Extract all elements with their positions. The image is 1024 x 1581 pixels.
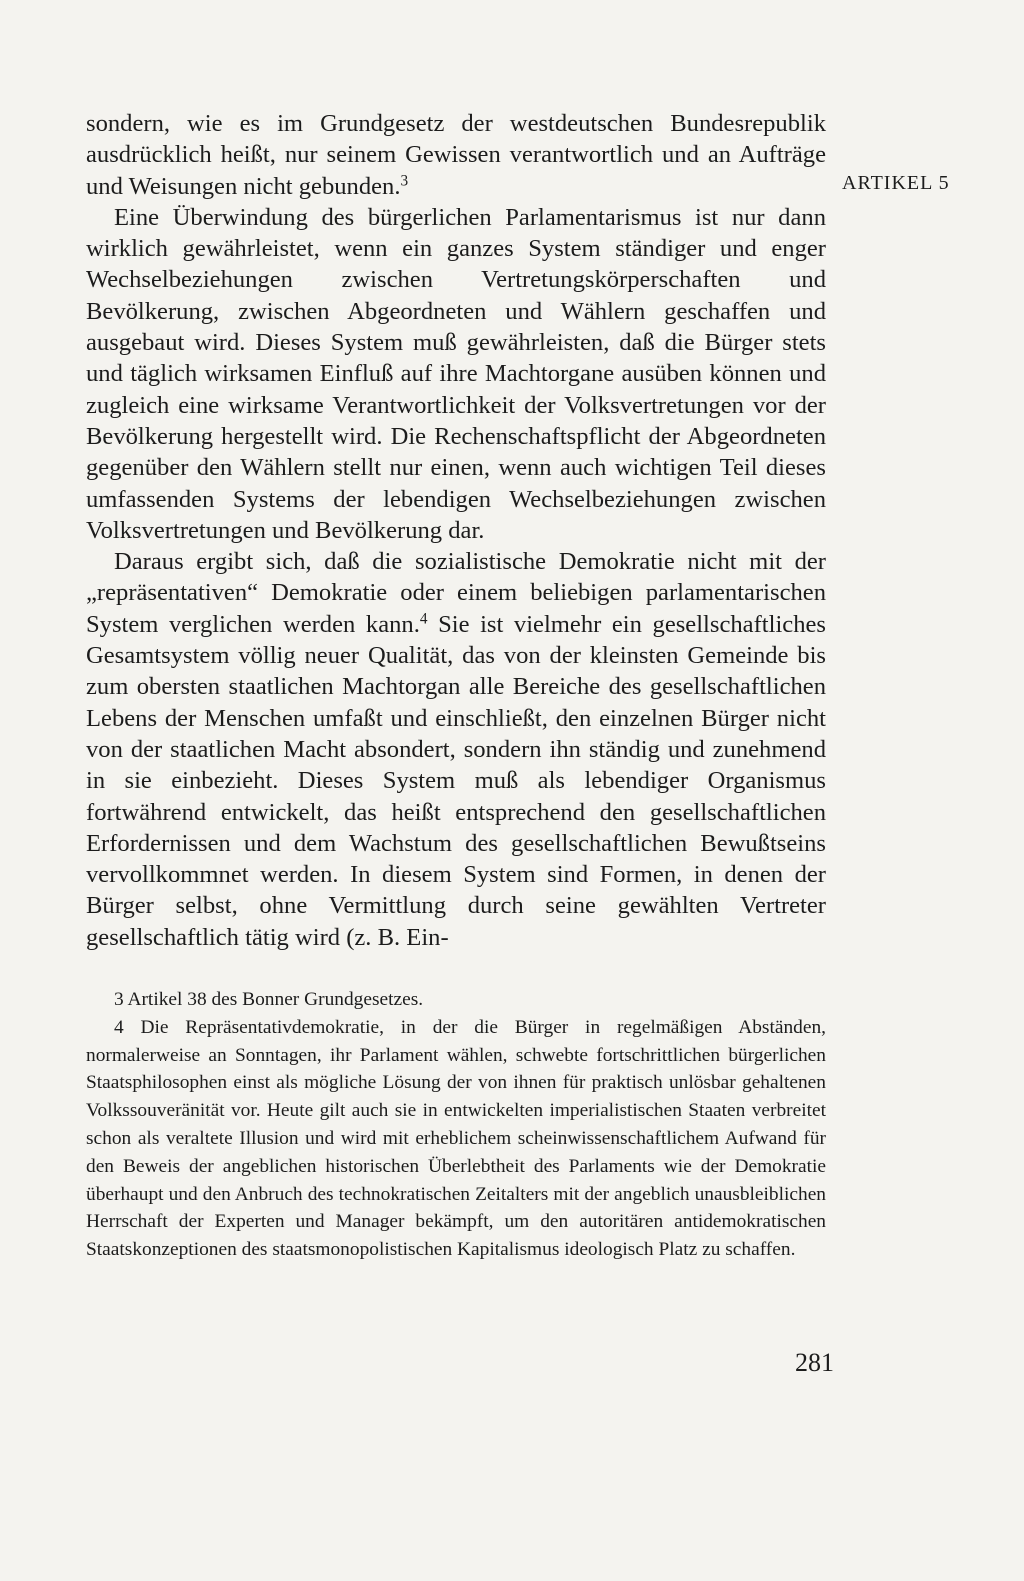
paragraph-2: Eine Überwindung des bürgerlichen Parlamentarismus ist nur dann wirklich gewährleistet, wenn ein ganzes System ständiger und enger Wechselbeziehungen zwischen Vertretungskörperschaften und Bevölkerung, zwischen Abgeordneten und Wählern geschaffen und ausgebaut wird. Dieses System muß gewährleisten, daß die Bürger stets und täglich wirksamen Einfluß auf ihre Machtorgane ausüben können und zugleich eine wirksame Verantwortlichkeit der Volksvertretungen vor der Bevölkerung hergestellt wird. Die Rechenschaftspflicht der Abgeordneten gegenüber den Wählern stellt nur einen, wenn auch wichtigen Teil dieses umfassenden Systems der lebendigen Wechselbeziehungen zwischen Volksvertretungen und Bevölkerung dar. [86,203,826,544]
paragraph-3: Daraus ergibt sich, daß die sozialistische Demokratie nicht mit der „repräsentativen“ Demokratie oder einem beliebigen parlamentarischen System verglichen werden kann.$^4$ Sie ist vielmehr ein gesellschaftliches Gesamtsystem völlig neuer Qualität, das von der kleinsten Gemeinde bis zum obersten staatlichen Machtorgan alle Bereiche des gesellschaftlichen Lebens der Menschen umfaßt und einschließt, den einzelnen Bürger nicht von der staatlichen Macht absondert, sondern ihn ständig und zunehmend in sie einbezieht. Dieses System muß als lebendiger Organismus fortwährend entwickelt, das heißt entsprechend den gesellschaftlichen Erfordernissen und dem Wachstum des gesellschaftlichen Bewußtseins vervollkommnet werden. In diesem System sind Formen, in denen der Bürger selbst, ohne Vermittlung durch seine gewählten Vertreter gesellschaftlich tätig wird (z. B. Ein- [86,548,826,951]
body-text [86,108,826,953]
footnote-ref-3: 3 [400,172,409,190]
page-number: 281 [795,1348,834,1377]
footnotes [86,986,826,1264]
paragraph-1: sondern, wie es im Grundgesetz der westdeutschen Bundesrepublik ausdrücklich heißt, nur seinem Gewissen verantwortlich und an Aufträge und Weisungen nicht gebunden.$^3$ [86,110,826,200]
footnote-4: 4 Die Repräsentativdemokratie, in der die Bürger in regelmäßigen Abständen, normalerweise an Sonntagen, ihr Parlament wählen, schwebte fortschrittlichen bürgerlichen Staatsphilosophen einst als mögliche Lösung der von ihnen für praktisch unlösbar gehaltenen Volkssouveränität vor. Heute gilt auch sie in entwickelten imperialistischen Staaten verbreitet schon als veraltete Illusion und wird mit erheblichem scheinwissenschaftlichem Aufwand für den Beweis der angeblichen historischen Überlebtheit des Parlaments wie der Demokratie überhaupt und den Anbruch des technokratischen Zeitalters mit der angeblich unausbleiblichen Herrschaft der Experten und Manager bekämpft, um den autoritären antidemokratischen Staatskonzeptionen des staatsmonopolistischen Kapitalismus ideologisch Platz zu schaffen. [86,1016,826,1261]
footnote-ref-4: 4 [419,610,428,628]
footnote-3: 3 Artikel 38 des Bonner Grundgesetzes. [114,989,424,1010]
margin-note-article: ARTIKEL 5 [842,172,950,194]
